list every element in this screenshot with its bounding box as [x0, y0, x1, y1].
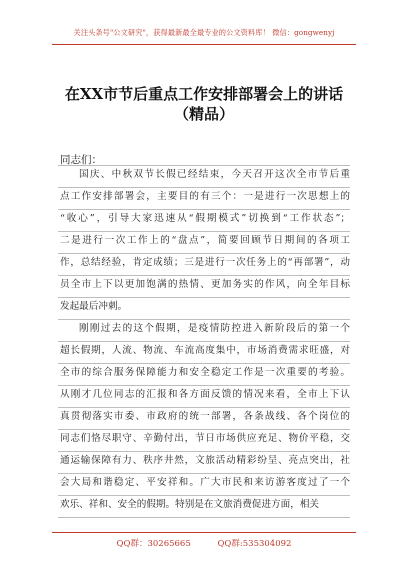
body-line: 二是进行一次工作上的“盘点”，简要回顾节日期间的各项工 — [60, 235, 350, 246]
footer-divider — [52, 532, 356, 533]
salutation: 同志们： — [60, 154, 102, 166]
header-divider — [52, 44, 356, 45]
footer — [52, 537, 356, 549]
body-line: 会大局和谐稳定、平安祥和。广大市民和来访游客度过了一个 — [60, 477, 350, 488]
body-line: 同志们恪尽职守、辛勤付出，节日市场供应充足、物价平稳，交 — [60, 433, 350, 444]
body-line: 欢乐、祥和、安全的假期。特别是在文旅消费促进方面，相关 — [60, 499, 320, 510]
document-title: 在XX市节后重点工作安排部署会上的讲话（精品） — [64, 85, 344, 123]
body-line: 真贯彻落实市委、市政府的统一部署，各条战线、各个岗位的 — [60, 411, 350, 422]
ruled-line — [58, 517, 350, 518]
footer-qq-group-1: QQ群：30265665 — [116, 539, 191, 549]
body-line: 通运输保障有力、秩序井然，文旅活动精彩纷呈、亮点突出，社 — [60, 455, 350, 466]
body-line: 刚刚过去的这个假期，是疫情防控进入新阶段后的第一个 — [79, 323, 350, 334]
document-body — [60, 164, 350, 516]
footer-qq-group-2: QQ群:535304092 — [217, 539, 292, 549]
header-banner: 关注头条号"公文研究"，获得最新最全最专业的公文资料库！ 微信：gongwenyj — [73, 28, 335, 37]
body-line: 发起最后冲刺。 — [60, 301, 128, 312]
body-line: 国庆、中秋双节长假已经结束，今天召开这次全市节后重 — [79, 169, 350, 180]
body-line: 全市的综合服务保障能力和安全稳定工作是一次重要的考验。 — [60, 367, 350, 378]
body-line: 员全市上下以更加饱满的热情、更加务实的作风，向全年目标 — [60, 279, 350, 290]
body-line: “收心”，引导大家迅速从“假期模式”切换到“工作状态”； — [60, 213, 350, 224]
body-line: 点工作安排部署会，主要目的有三个：一是进行一次思想上的 — [60, 191, 350, 202]
body-line: 超长假期，人流、物流、车流高度集中，市场消费需求旺盛，对 — [60, 345, 350, 356]
body-line: 从刚才几位同志的汇报和各方面反馈的情况来看，全市上下认 — [60, 389, 350, 400]
body-line: 作，总结经验，肯定成绩；三是进行一次任务上的“再部署”，动 — [60, 257, 350, 268]
